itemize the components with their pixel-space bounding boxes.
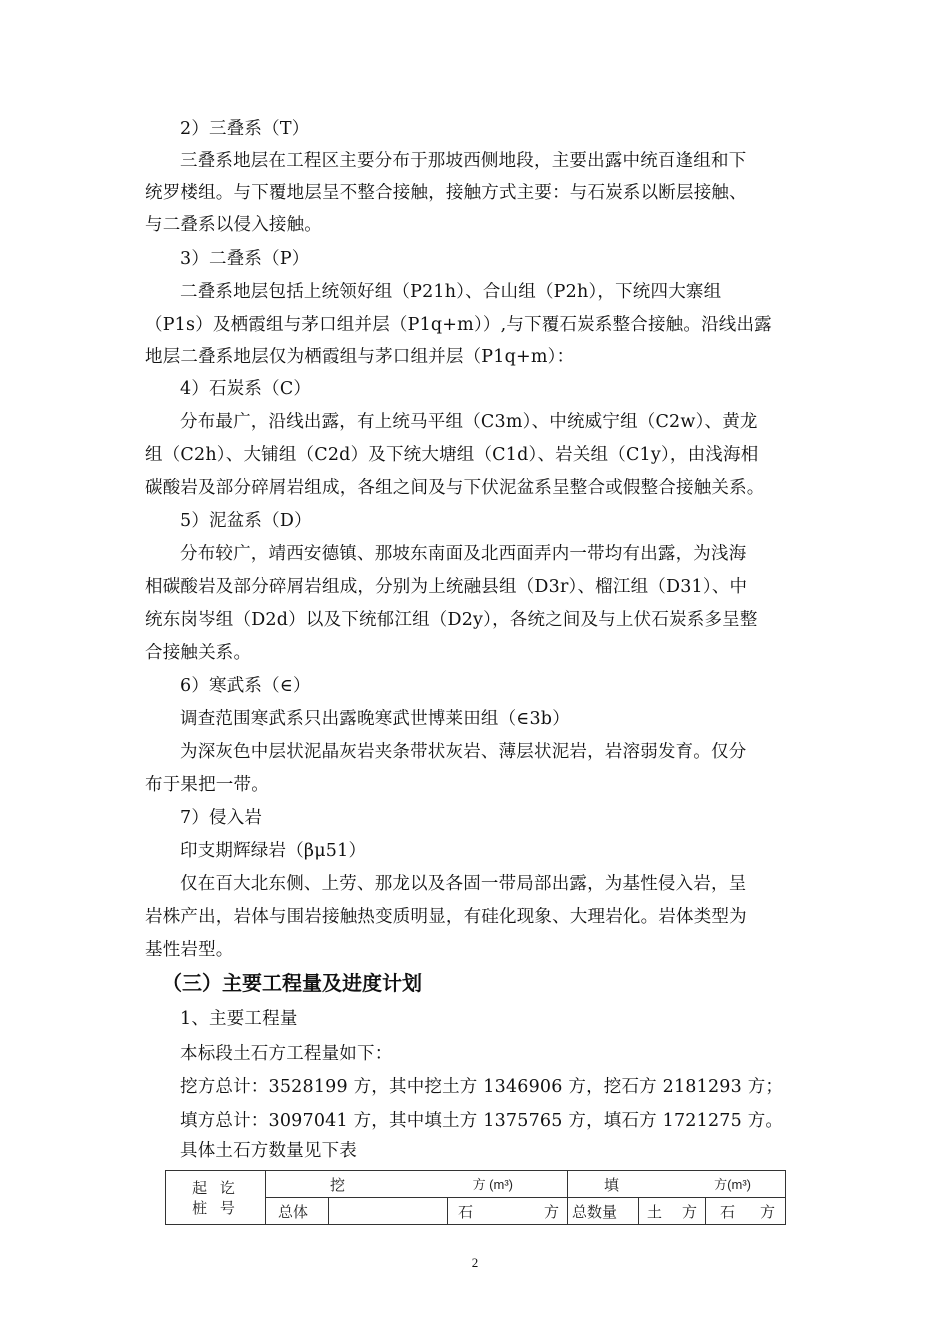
subheading: 1、主要工程量 (180, 1009, 298, 1029)
subheader-fill-total (568, 1198, 639, 1225)
header-fill (568, 1171, 786, 1198)
paragraph-line: 与二叠系以侵入接触。 (145, 215, 322, 235)
excavation-summary: 挖方总计：3528199 方，其中挖土方 1346906 方，挖石方 2181293 方； (180, 1077, 784, 1097)
paragraph-line: 岩株产出，岩体与围岩接触热变质明显，有硅化现象、大理岩化。岩体类型为 (145, 907, 747, 927)
subheader-exc-rock-left: 石 (458, 1202, 474, 1221)
paragraph-line: 仅在百大北东侧、上劳、那龙以及各固一带局部出露，为基性侵入岩，呈 (180, 874, 747, 894)
header-fill-unit: 方(m³) (714, 1176, 751, 1192)
subheader-fill-rock-left: 石 (720, 1202, 736, 1221)
subheader-fill-total-label: 总数量 (572, 1202, 618, 1221)
subheader-exc-blank (329, 1198, 448, 1225)
paragraph-line: 印支期辉绿岩（βμ51） (180, 841, 367, 861)
paragraph-line: 合接触关系。 (145, 643, 252, 663)
header-excavation-unit: 方 (m³) (472, 1176, 513, 1192)
subheader-exc-total (266, 1198, 329, 1225)
paragraph-line: 调查范围寒武系只出露晚寒武世博莱田组（∈3b） (180, 709, 570, 729)
paragraph-line: 统罗楼组。与下覆地层呈不整合接触，接触方式主要：与石炭系以断层接触、 (145, 183, 747, 203)
paragraph-line: （P1s）及栖霞组与茅口组并层（P1q+m））,与下覆石炭系整合接触。沿线出露 (145, 315, 772, 335)
paragraph-line: 布于果把一带。 (145, 775, 269, 795)
section-heading-devonian: 5）泥盆系（D） (180, 511, 312, 531)
paragraph-line: 本标段土石方工程量如下： (180, 1044, 393, 1064)
paragraph-line: 三叠系地层在工程区主要分布于那坡西侧地段，主要出露中统百逢组和下 (180, 151, 747, 171)
paragraph-line: 基性岩型。 (145, 940, 234, 960)
subheader-fill-rock-right: 方 (759, 1202, 775, 1221)
section-heading-intrusive: 7）侵入岩 (180, 808, 263, 828)
chapter-heading: （三）主要工程量及进度计划 (162, 971, 422, 995)
section-heading-carboniferous: 4）石炭系（C） (180, 379, 312, 399)
header-station (166, 1171, 266, 1225)
subheader-fill-soil (639, 1198, 706, 1225)
header-fill-left: 填 (604, 1175, 620, 1194)
header-station-label: 起 讫 桩 号 (192, 1178, 239, 1217)
subheader-exc-rock-right: 方 (543, 1202, 559, 1221)
paragraph-line: 分布较广，靖西安德镇、那坡东南面及北西面弄内一带均有出露，为浅海 (180, 544, 747, 564)
paragraph-line: 碳酸岩及部分碎屑岩组成，各组之间及与下伏泥盆系呈整合或假整合接触关系。 (145, 478, 765, 498)
paragraph-line: 为深灰色中层状泥晶灰岩夹条带状灰岩、薄层状泥岩，岩溶弱发育。仅分 (180, 742, 747, 762)
header-excavation (266, 1171, 568, 1198)
paragraph-line: 组（C2h）、大铺组（C2d）及下统大塘组（C1d）、岩关组（C1y），由浅海相 (145, 445, 759, 465)
section-heading-triassic: 2）三叠系（T） (180, 119, 310, 139)
header-excavation-left: 挖 (330, 1175, 346, 1194)
subheader-fill-soil-right: 方 (681, 1202, 697, 1221)
paragraph-line: 相碳酸岩及部分碎屑岩组成，分别为上统融县组（D3r）、榴江组（D31）、中 (145, 577, 748, 597)
paragraph-line: 地层二叠系地层仅为栖霞组与茅口组并层（P1q+m）： (145, 347, 575, 367)
paragraph-line: 分布最广，沿线出露，有上统马平组（C3m）、中统威宁组（C2w）、黄龙 (180, 412, 758, 432)
section-heading-cambrian: 6）寒武系（∈） (180, 676, 311, 696)
subheader-fill-soil-left: 土 (647, 1202, 663, 1221)
paragraph-line: 二叠系地层包括上统领好组（P21h）、合山组（P2h），下统四大寨组 (180, 282, 722, 302)
paragraph-line: 统东岗岑组（D2d）以及下统郁江组（D2y），各统之间及与上伏石炭系多呈整 (145, 610, 758, 630)
table-caption: 具体土石方数量见下表 (180, 1141, 357, 1161)
subheader-exc-total-label: 总体 (278, 1202, 309, 1221)
subheader-exc-rock (448, 1198, 568, 1225)
subheader-fill-rock (706, 1198, 786, 1225)
section-heading-permian: 3）二叠系（P） (180, 249, 310, 269)
page-number: 2 (471, 1255, 479, 1270)
earthwork-quantity-table (165, 1170, 786, 1225)
fill-summary: 填方总计：3097041 方，其中填土方 1375765 方，填石方 1721275 方。 (180, 1111, 784, 1131)
